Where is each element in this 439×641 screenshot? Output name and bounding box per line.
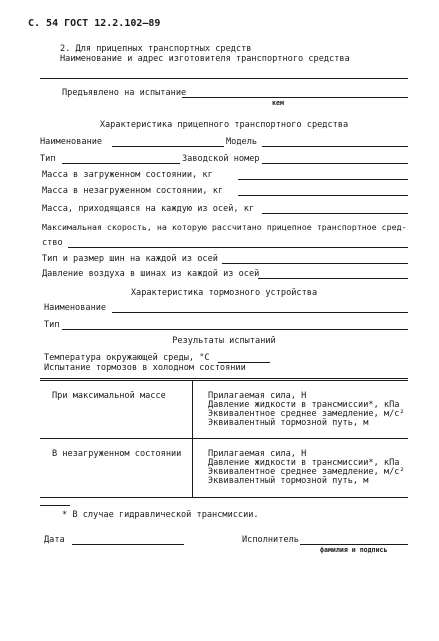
tire-size-field-line[interactable] <box>222 263 408 264</box>
trailer-type-label: Тип <box>40 154 56 164</box>
submitted-label: Предъявлено на испытание <box>62 88 187 98</box>
trailer-model-field-line[interactable] <box>262 146 408 147</box>
date-field-line[interactable] <box>72 544 184 545</box>
trailer-model-label: Модель <box>226 137 258 147</box>
trailer-serial-label: Заводской номер <box>182 154 260 164</box>
table-bottom-rule <box>40 497 408 498</box>
mass-loaded-label: Масса в загруженном состоянии, кг <box>42 170 213 180</box>
row2-item-distance: Эквивалентный тормозной путь, м <box>208 476 369 486</box>
executor-field-line[interactable] <box>300 544 408 545</box>
tire-pressure-field-line[interactable] <box>258 278 408 279</box>
footnote-rule <box>40 505 70 506</box>
executor-caption: фамилия и подпись <box>320 546 388 554</box>
trailer-serial-field-line[interactable] <box>262 163 408 164</box>
submitted-field-line[interactable] <box>182 97 408 98</box>
manufacturer-field-line[interactable] <box>40 78 408 79</box>
cold-test-label: Испытание тормозов в холодном состоянии <box>44 363 246 373</box>
brake-name-field-line[interactable] <box>112 312 408 313</box>
brake-type-label: Тип <box>44 320 60 330</box>
table-column-divider <box>192 381 193 497</box>
row2-item-pressure: Давление жидкости в трансмиссии*, кПа <box>208 458 400 468</box>
table-top-rule-double <box>40 380 408 381</box>
submitted-caption: кем <box>272 99 284 107</box>
page-reference: С. 54 ГОСТ 12.2.102—89 <box>28 18 161 29</box>
mass-loaded-field-line[interactable] <box>238 179 408 180</box>
executor-label: Исполнитель <box>242 535 299 545</box>
brake-heading: Характеристика тормозного устройства <box>130 288 318 298</box>
row-condition-unloaded: В незагруженном состоянии <box>52 449 182 459</box>
row1-item-deceleration: Эквивалентное среднее замедление, м/с² <box>208 409 405 419</box>
mass-per-axle-label: Масса, приходящаяся на каждую из осей, кг <box>42 204 255 214</box>
trailer-name-label: Наименование <box>40 137 103 147</box>
brake-name-label: Наименование <box>44 303 107 313</box>
table-top-rule <box>40 378 408 379</box>
row1-item-distance: Эквивалентный тормозной путь, м <box>208 418 369 428</box>
trailer-heading: Характеристика прицепного транспортного средства <box>99 120 349 130</box>
trailer-name-field-line[interactable] <box>112 146 224 147</box>
brake-type-field-line[interactable] <box>62 329 408 330</box>
section-title: 2. Для прицепных транспортных средств <box>60 44 252 54</box>
footnote-text: * В случае гидравлической трансмиссии. <box>62 510 259 520</box>
date-label: Дата <box>44 535 65 545</box>
manufacturer-label: Наименование и адрес изготовителя транспортного средства <box>60 54 350 64</box>
mass-per-axle-field-line[interactable] <box>262 213 408 214</box>
tire-size-label: Тип и размер шин на каждой из осей <box>42 254 218 264</box>
trailer-type-field-line[interactable] <box>62 163 180 164</box>
ambient-temp-label: Температура окружающей среды, °С <box>44 353 210 363</box>
max-speed-field-line[interactable] <box>68 247 408 248</box>
results-heading: Результаты испытаний <box>172 336 276 346</box>
tire-pressure-label: Давление воздуха в шинах из каждой из осей <box>42 269 260 279</box>
max-speed-label-line2: ство <box>42 238 63 248</box>
table-row-divider <box>40 438 408 439</box>
row-condition-max-mass: При максимальной массе <box>52 391 166 401</box>
row2-item-force: Прилагаемая сила, Н <box>208 449 307 459</box>
row1-item-force: Прилагаемая сила, Н <box>208 391 307 401</box>
mass-unloaded-field-line[interactable] <box>238 195 408 196</box>
row2-item-deceleration: Эквивалентное среднее замедление, м/с² <box>208 467 405 477</box>
max-speed-label-line1: Максимальная скорость, на которую рассчитано прицепное транспортное сред- <box>42 222 407 232</box>
mass-unloaded-label: Масса в незагруженном состоянии, кг <box>42 186 224 196</box>
row1-item-pressure: Давление жидкости в трансмиссии*, кПа <box>208 400 400 410</box>
